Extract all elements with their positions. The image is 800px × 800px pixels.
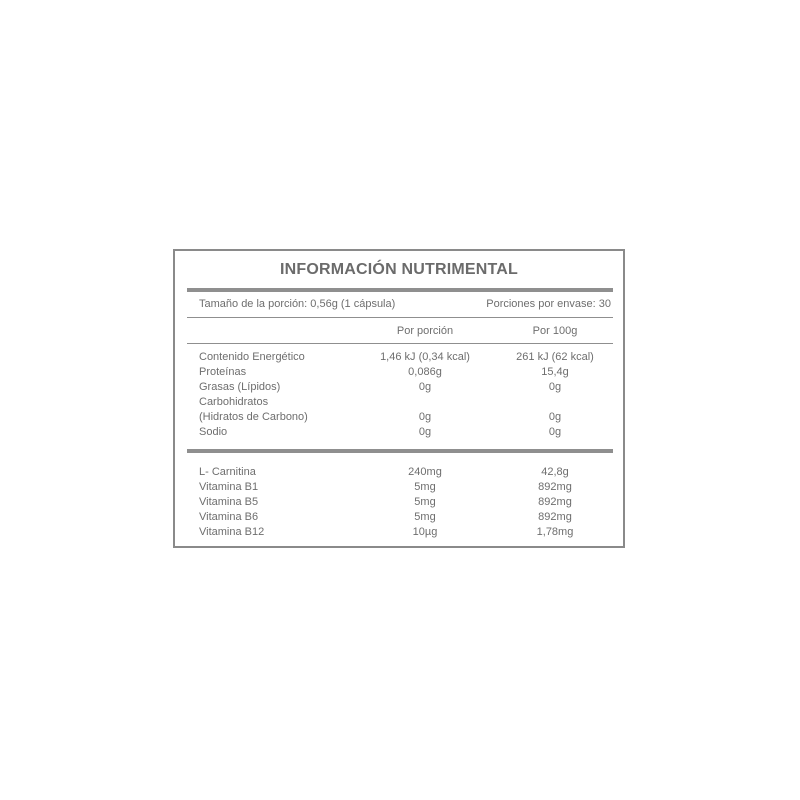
- nutrient-row: [199, 395, 611, 410]
- nutrients-section: [199, 350, 611, 440]
- row-name: Vitamina B1: [199, 481, 259, 493]
- nutrient-row: [199, 410, 611, 425]
- row-per-100g: 892mg: [538, 511, 572, 523]
- column-headers: [199, 324, 611, 339]
- servings-per-container: Porciones por envase: 30: [486, 298, 611, 310]
- header-divider: [187, 343, 613, 344]
- row-per-100g: 892mg: [538, 481, 572, 493]
- row-name: Proteínas: [199, 366, 247, 378]
- row-per-portion: 10µg: [412, 526, 438, 538]
- supplements-section: [199, 465, 611, 540]
- row-per-portion: 5mg: [414, 496, 436, 508]
- row-name: Vitamina B6: [199, 511, 259, 523]
- row-per-portion: 0,086g: [408, 366, 442, 378]
- supplement-row: [199, 495, 611, 510]
- row-per-100g: 15,4g: [541, 366, 569, 378]
- nutrient-row: [199, 365, 611, 380]
- serving-divider: [187, 317, 613, 318]
- nutrition-label: [173, 249, 625, 548]
- nutrients-divider: [187, 449, 613, 453]
- serving-info: [199, 297, 611, 311]
- column-header-per-portion: Por porción: [396, 325, 454, 337]
- row-per-100g: 0g: [548, 426, 562, 438]
- row-name: Vitamina B5: [199, 496, 259, 508]
- supplement-row: [199, 510, 611, 525]
- row-name: Carbohidratos: [199, 396, 269, 408]
- row-name: (Hidratos de Carbono): [199, 411, 308, 423]
- row-per-100g: 42,8g: [541, 466, 569, 478]
- row-name: Sodio: [199, 426, 228, 438]
- nutrient-row: [199, 350, 611, 365]
- row-name: L- Carnitina: [199, 466, 256, 478]
- nutrient-row: [199, 380, 611, 395]
- row-per-portion: 1,46 kJ (0,34 kcal): [380, 351, 470, 363]
- row-per-portion: 5mg: [414, 511, 436, 523]
- supplement-row: [199, 480, 611, 495]
- nutrient-row: [199, 425, 611, 440]
- row-name: Contenido Energético: [199, 351, 305, 363]
- row-per-100g: 1,78mg: [536, 526, 574, 538]
- row-per-portion: 5mg: [414, 481, 436, 493]
- row-per-portion: 0g: [418, 411, 432, 423]
- row-per-100g: 0g: [548, 381, 562, 393]
- row-per-portion: 0g: [418, 381, 432, 393]
- column-header-row: [199, 324, 611, 339]
- title-divider: [187, 288, 613, 292]
- row-per-portion: 0g: [418, 426, 432, 438]
- supplement-row: [199, 525, 611, 540]
- row-per-portion: 240mg: [408, 466, 442, 478]
- row-per-100g: 0g: [548, 411, 562, 423]
- row-name: Vitamina B12: [199, 526, 265, 538]
- column-header-per-100g: Por 100g: [532, 325, 578, 337]
- row-per-100g: 892mg: [538, 496, 572, 508]
- label-title: INFORMACIÓN NUTRIMENTAL: [279, 261, 519, 278]
- row-name: Grasas (Lípidos): [199, 381, 281, 393]
- supplement-row: [199, 465, 611, 480]
- serving-size: Tamaño de la porción: 0,56g (1 cápsula): [199, 298, 396, 310]
- row-per-100g: 261 kJ (62 kcal): [516, 351, 594, 363]
